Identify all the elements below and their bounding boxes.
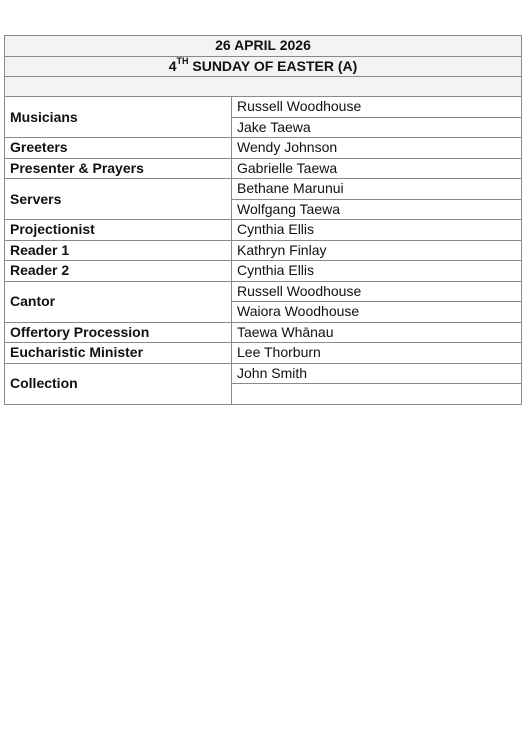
header-date: 26 APRIL 2026 — [5, 36, 522, 57]
role-label: Eucharistic Minister — [5, 343, 232, 364]
volunteer-name: Cynthia Ellis — [232, 261, 522, 282]
roster-row — [5, 343, 522, 364]
volunteer-name: Gabrielle Taewa — [232, 158, 522, 179]
roster-row — [5, 97, 522, 118]
roster-row — [5, 138, 522, 159]
role-label: Cantor — [5, 281, 232, 322]
volunteer-name: Jake Taewa — [232, 117, 522, 138]
role-label: Offertory Procession — [5, 322, 232, 343]
volunteer-name: Waiora Woodhouse — [232, 302, 522, 323]
volunteer-name: Lee Thorburn — [232, 343, 522, 364]
roster-row — [5, 363, 522, 384]
spacer-row — [5, 77, 522, 97]
header-title-row — [5, 56, 522, 77]
roster-row — [5, 240, 522, 261]
volunteer-name: Kathryn Finlay — [232, 240, 522, 261]
volunteer-name: Bethane Marunui — [232, 179, 522, 200]
role-label: Collection — [5, 363, 232, 404]
volunteer-name: John Smith — [232, 363, 522, 384]
roster-row — [5, 322, 522, 343]
volunteer-name: Cynthia Ellis — [232, 220, 522, 241]
role-label: Musicians — [5, 97, 232, 138]
roster-row — [5, 261, 522, 282]
header-title — [5, 56, 522, 77]
roster-table — [4, 35, 522, 405]
volunteer-name: Wolfgang Taewa — [232, 199, 522, 220]
volunteer-name: Wendy Johnson — [232, 138, 522, 159]
roster-row — [5, 179, 522, 200]
role-label: Servers — [5, 179, 232, 220]
sunday-ordinal-suffix: TH — [176, 56, 189, 66]
role-label: Greeters — [5, 138, 232, 159]
role-label: Reader 2 — [5, 261, 232, 282]
volunteer-name: Russell Woodhouse — [232, 281, 522, 302]
volunteer-name: Russell Woodhouse — [232, 97, 522, 118]
spacer-cell — [5, 77, 522, 97]
volunteer-name — [232, 384, 522, 405]
role-label: Reader 1 — [5, 240, 232, 261]
role-label: Presenter & Prayers — [5, 158, 232, 179]
roster-row — [5, 220, 522, 241]
roster-row — [5, 158, 522, 179]
sunday-title: SUNDAY OF EASTER (A) — [188, 57, 358, 74]
roster-row — [5, 281, 522, 302]
header-date-row — [5, 36, 522, 57]
sunday-ordinal: 4 — [168, 57, 177, 74]
role-label: Projectionist — [5, 220, 232, 241]
volunteer-name: Taewa Whānau — [232, 322, 522, 343]
